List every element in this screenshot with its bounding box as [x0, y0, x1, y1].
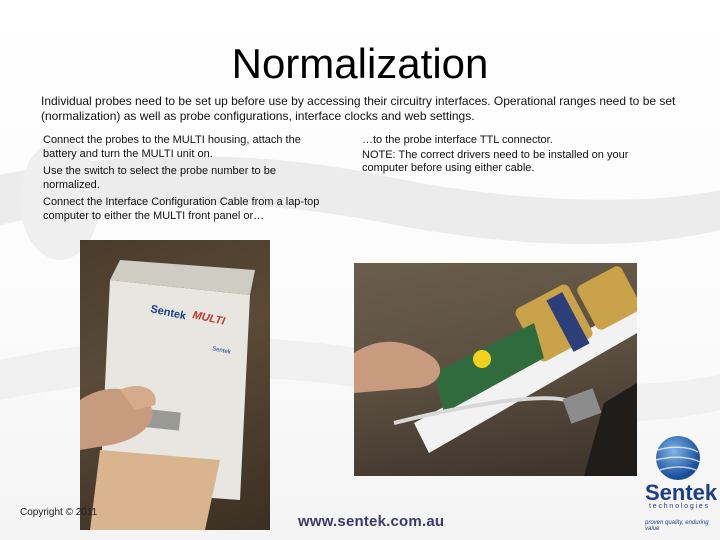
website-link[interactable]: www.sentek.com.au	[298, 513, 445, 530]
multi-brand-text: Sentek	[149, 303, 188, 323]
right-column	[362, 134, 662, 177]
copyright-text: Copyright © 2011	[20, 507, 98, 518]
logo-tagline: proven quality, enduring value	[645, 520, 709, 532]
left-step-2: Use the switch to select the probe number to be normalized.	[43, 165, 276, 191]
intro-paragraph: Individual probes need to be set up before use by accessing their circuitry interfaces. Operational ranges need to be set (normalization) as well as probe configurations, interface clocks and web settings.	[41, 94, 676, 123]
slide-title: Normalization	[231, 40, 489, 87]
probe-illustration	[354, 263, 637, 476]
multi-unit-photo	[80, 240, 270, 530]
logo-name: Sentek	[645, 480, 718, 505]
right-step-1: …to the probe interface TTL connector.	[362, 134, 553, 146]
multi-model-text: MULTI	[191, 309, 226, 328]
multi-unit-illustration	[80, 240, 270, 530]
left-step-1: Connect the probes to the MULTI housing, attach the battery and turn the MULTI unit on.	[43, 134, 301, 160]
probe-interface-photo	[354, 263, 637, 476]
multi-small-text: Sentek	[211, 346, 232, 356]
left-step-3: Connect the Interface Configuration Cable from a lap-top computer to either the MULTI front panel or…	[43, 196, 320, 222]
right-note: NOTE: The correct drivers need to be installed on your computer before using either cable.	[362, 148, 629, 174]
logo-subtitle: technologies	[649, 503, 710, 510]
left-column	[43, 134, 335, 227]
